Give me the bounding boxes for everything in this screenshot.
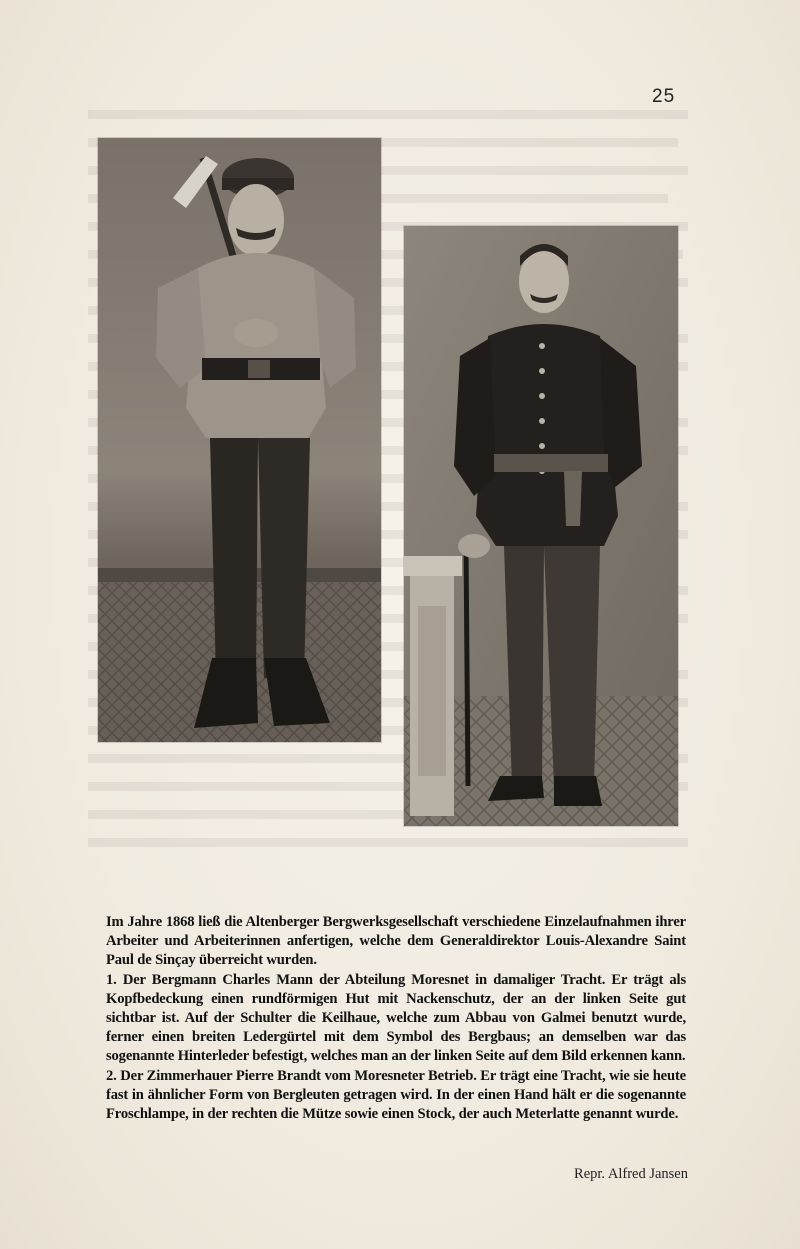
zimmerhauer-photograph bbox=[404, 226, 678, 826]
photo-credit: Repr. Alfred Jansen bbox=[574, 1166, 688, 1182]
miner-photograph bbox=[98, 138, 381, 742]
photo-zimmerhauer-pierre-brandt bbox=[404, 226, 678, 826]
caption-intro: Im Jahre 1868 ließ die Altenberger Bergwerksgesellschaft verschiedene Einzelaufnahmen ihrer Arbeiter und Arbeiterinnen anfertigen, welche dem Generaldirektor Louis-Alexandre Saint Paul de Sinçay überreicht wurden. bbox=[106, 914, 686, 969]
caption-item-2: 2. Der Zimmerhauer Pierre Brandt vom Moresneter Betrieb. Er trägt eine Tracht, wie sie heute fast in ähnlicher Form von Bergleuten getragen wird. In der einen Hand hält er die sogenannte Froschlampe, in der rechten die Mütze sowie einen Stock, der auch Meterlatte genannt wurde. bbox=[106, 1067, 686, 1123]
caption-item-1: 1. Der Bergmann Charles Mann der Abteilung Moresnet in damaliger Tracht. Er trägt als Kopfbedeckung einen rundförmigen Hut mit Nackenschutz, der an der linken Seite gut sichtbar ist. Auf der Schulter die Keilhaue, welche zum Abbau von Galmei benutzt wurde, ferner einen breiten Ledergürtel mit dem Symbol des Bergbaus; an demselben war das sogenannte Hinterleder befestigt, welches man an der linken Seite auf dem Bild erkennen kann. bbox=[106, 971, 686, 1065]
page-number: 25 bbox=[652, 86, 676, 107]
photo-miner-charles-mann bbox=[98, 138, 381, 742]
photo-caption bbox=[106, 913, 686, 1124]
